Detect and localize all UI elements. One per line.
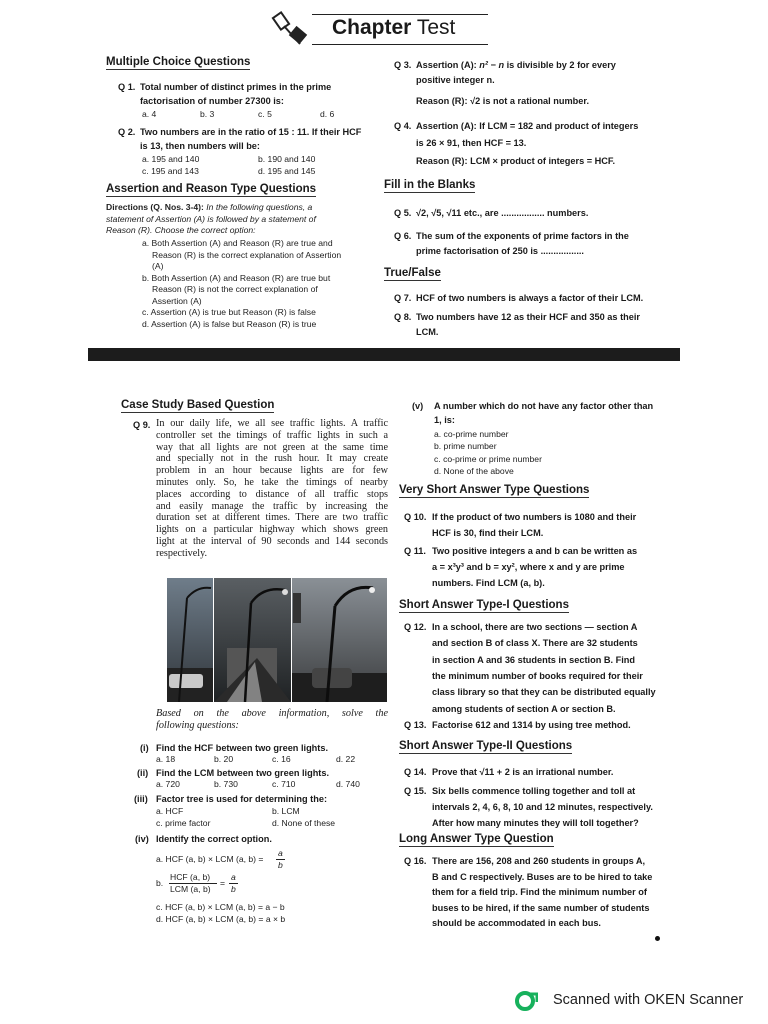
q16-line: There are 156, 208 and 260 students in groups A,	[432, 856, 646, 866]
q2-line2: is 13, then numbers will be:	[140, 141, 260, 151]
q3-line1	[416, 58, 656, 72]
case-iv-option-b-rden: b	[231, 884, 236, 894]
q2-option-c: c. 195 and 143	[142, 166, 199, 176]
q1-options	[142, 109, 382, 121]
question-5	[394, 206, 656, 220]
case-iii-option-a: a. HCF	[156, 806, 184, 816]
case-v-option-d: d. None of the above	[434, 466, 514, 477]
question-12	[404, 620, 668, 718]
short-answer-1-heading: Short Answer Type-I Questions	[399, 599, 569, 611]
case-i-number: (i)	[140, 743, 149, 753]
q5-number: Q 5.	[394, 208, 412, 218]
q3-assertion-rest: is divisible by 2 for every	[504, 60, 616, 70]
page-title-bold: Chapter	[332, 16, 412, 39]
case-instructions-line2: following questions:	[156, 720, 239, 731]
case-iii-option-b: b. LCM	[272, 806, 300, 816]
question-2	[118, 125, 378, 155]
mcq-heading: Multiple Choice Questions	[106, 56, 251, 68]
question-7	[394, 291, 656, 305]
q11-line1: Two positive integers a and b can be written as	[432, 546, 638, 556]
q2-option-b: b. 190 and 140	[258, 154, 316, 164]
case-question-i	[134, 741, 384, 755]
q12-line: In a school, there are two sections — section A	[432, 622, 638, 632]
traffic-lights-photo	[167, 578, 387, 702]
q12-line: class library so that they can be distributed equally	[432, 687, 656, 698]
assertion-reason-heading: Assertion and Reason Type Questions	[106, 183, 317, 195]
q6-line2: prime factorisation of 250 is .................	[416, 246, 584, 256]
case-ii-option-d: d. 740	[336, 779, 360, 789]
case-ii-option-a: a. 720	[156, 779, 180, 789]
scanner-watermark: Scanned with OKEN Scanner	[553, 992, 744, 1008]
q14-number: Q 14.	[404, 767, 427, 777]
case-iv-text: Identify the correct option.	[156, 834, 272, 844]
case-v-option-b: b. prime number	[434, 441, 497, 452]
case-v-line2: 1, is:	[434, 415, 455, 425]
case-iv-option-b-den: LCM (a, b)	[170, 884, 211, 894]
case-ii-option-c: c. 710	[272, 779, 296, 789]
true-false-heading: True/False	[384, 267, 441, 279]
q1-number: Q 1.	[118, 82, 136, 92]
q3-expression: n² − n	[479, 60, 505, 70]
question-10	[404, 510, 666, 540]
q16-number: Q 16.	[404, 856, 427, 866]
q15-line: Six bells commence tolling together and toll at	[432, 786, 636, 796]
short-answer-2-heading: Short Answer Type-II Questions	[399, 740, 573, 752]
case-iv-option-d: d. HCF (a, b) × LCM (a, b) = a × b	[156, 914, 286, 924]
question-14	[404, 765, 666, 779]
q12-line: among students of section A or section B.	[432, 703, 616, 714]
ar-option-c: c. Assertion (A) is true but Reason (R) is false	[142, 307, 316, 317]
question-16	[404, 854, 668, 934]
q10-line1: If the product of two numbers is 1080 and their	[432, 512, 637, 522]
ar-option-a-line2: Reason (R) is the correct explanation of Assertion	[152, 249, 342, 260]
ar-option-d: d. Assertion (A) is false but Reason (R) is true	[142, 318, 317, 329]
case-v-option-a: a. co-prime number	[434, 429, 509, 439]
ar-directions	[106, 202, 374, 237]
case-question-iii	[134, 792, 384, 806]
q8-number: Q 8.	[394, 312, 412, 322]
case-iii-text: Factor tree is used for determining the:	[156, 794, 328, 804]
q15-number: Q 15.	[404, 786, 427, 796]
case-i-option-d: d. 22	[336, 754, 356, 764]
q1-option-c: c. 5	[258, 109, 272, 119]
case-iv-option-b-rnum: a	[231, 872, 236, 882]
q12-line: the minimum number of books required for their	[432, 670, 643, 681]
page-divider	[88, 348, 680, 361]
question-3	[394, 58, 656, 106]
q12-line: and section B of class X. There are 32 students	[432, 638, 638, 649]
q15-line: intervals 2, 4, 6, 8, 10 and 12 minutes, respectively.	[432, 802, 653, 812]
case-iv-option-b-label: b.	[156, 878, 164, 888]
chapter-icon	[270, 10, 310, 50]
case-passage-line: lights on a particular highway which shows green	[156, 524, 388, 536]
case-iv-number: (iv)	[135, 834, 149, 844]
q16-line: should be accommodated in each bus.	[432, 918, 601, 928]
oken-logo-icon	[514, 990, 538, 1012]
ar-options	[142, 238, 380, 330]
case-passage-line: controller set the timings of traffic lights in such a	[156, 429, 388, 441]
q11-number: Q 11.	[404, 546, 426, 556]
ar-directions-text1: In the following questions, a	[203, 202, 313, 212]
q4-line3: Reason (R): LCM × product of integers = HCF.	[416, 156, 616, 166]
case-iv-option-a-num: a	[278, 848, 283, 858]
case-i-text: Find the HCF between two green lights.	[156, 743, 329, 753]
question-1	[118, 80, 378, 110]
case-question-ii	[134, 766, 384, 780]
very-short-answer-heading: Very Short Answer Type Questions	[399, 484, 590, 496]
case-question-v	[412, 399, 668, 429]
q7-number: Q 7.	[394, 293, 412, 303]
case-passage-line: problem in an hour because lights are for few	[156, 465, 388, 477]
case-passage-line: minutes only. So, he take the timings of nearby	[156, 476, 388, 488]
case-passage-line: light at the interval of 90 seconds and 144 seconds	[156, 535, 388, 547]
q3-number: Q 3.	[394, 60, 412, 70]
q4-number: Q 4.	[394, 121, 412, 131]
question-9-number: Q 9.	[133, 420, 151, 430]
case-passage-line: duration set at different times. There are two traffic	[156, 512, 388, 524]
case-ii-options	[156, 779, 386, 791]
case-iii-options-row1	[156, 806, 386, 818]
case-passage-line: way that all lights are not green at the same time	[156, 441, 388, 453]
case-iii-number: (iii)	[134, 794, 148, 804]
case-i-option-c: c. 16	[272, 754, 291, 764]
long-answer-heading: Long Answer Type Question	[399, 833, 554, 845]
q2-line1: Two numbers are in the ratio of 15 : 11. If their HCF	[140, 127, 362, 137]
case-ii-option-b: b. 730	[214, 779, 238, 789]
q16-line: B and C respectively. Buses are to be hired to take	[432, 871, 653, 882]
page-title	[332, 16, 455, 40]
q5-text: √2, √5, √11 etc., are ................. numbers.	[416, 208, 589, 218]
case-i-options	[156, 754, 386, 766]
q4-line1: Assertion (A): If LCM = 182 and product of integers	[416, 121, 639, 131]
q2-number: Q 2.	[118, 127, 136, 137]
case-iv-option-b	[156, 872, 386, 896]
ar-directions-line1	[106, 202, 374, 214]
ar-option-b-line1: b. Both Assertion (A) and Reason (R) are true but	[142, 272, 331, 283]
q6-line1: The sum of the exponents of prime factors in the	[416, 231, 629, 241]
q13-number: Q 13.	[404, 720, 427, 730]
q10-line2: HCF is 30, find their LCM.	[432, 528, 544, 538]
case-iv-option-b-equals: =	[220, 878, 226, 888]
case-passage-line: In our daily life, we all see traffic lights. A traffic	[156, 418, 388, 429]
header-rule-top	[312, 14, 488, 15]
ar-directions-line2: statement of Assertion (A) is followed by a statement of	[106, 213, 316, 224]
question-11	[404, 544, 666, 592]
case-study-passage	[156, 418, 388, 560]
ar-option-a-line3: (A)	[152, 261, 164, 271]
case-iii-option-c: c. prime factor	[156, 818, 211, 828]
q2-options-row1	[142, 154, 382, 166]
case-question-iv	[134, 832, 384, 846]
case-iv-option-b-num: HCF (a, b)	[170, 872, 211, 882]
header-rule-bottom	[312, 44, 488, 45]
q16-line: them for a field trip. Find the minimum number of	[432, 887, 647, 897]
q12-number: Q 12.	[404, 622, 427, 632]
case-v-option-c: c. co-prime or prime number	[434, 453, 542, 464]
q6-number: Q 6.	[394, 231, 412, 241]
question-6	[394, 229, 656, 259]
case-iii-options-row2	[156, 818, 386, 830]
q4-line2: is 26 × 91, then HCF = 13.	[416, 138, 527, 148]
case-iii-option-d: d. None of these	[272, 818, 336, 828]
q1-option-b: b. 3	[200, 109, 215, 119]
q1-line2: factorisation of number 27300 is:	[140, 96, 284, 106]
fill-blanks-heading: Fill in the Blanks	[384, 179, 476, 191]
case-passage-line: and easily manage the traffic by increasing the	[156, 500, 388, 512]
case-iv-option-a-den: b	[278, 860, 283, 870]
case-v-options	[434, 428, 664, 478]
case-v-number: (v)	[412, 401, 424, 411]
case-passage-line: and specially not in the rush hour. It may create	[156, 453, 388, 465]
end-dot	[655, 936, 660, 941]
case-passage-line: respectively.	[156, 547, 208, 559]
q8-line2: LCM.	[416, 327, 439, 337]
case-ii-text: Find the LCM between two green lights.	[156, 768, 330, 778]
ar-option-b-line3: Assertion (A)	[152, 295, 202, 306]
q16-line: buses to be hired, if the same number of students	[432, 902, 650, 913]
q11-line3: numbers. Find LCM (a, b).	[432, 578, 545, 588]
q3-line3: Reason (R): √2 is not a rational number.	[416, 96, 589, 106]
q8-line1: Two numbers have 12 as their HCF and 350 as their	[416, 312, 640, 322]
question-15	[404, 784, 668, 832]
ar-directions-label: Directions (Q. Nos. 3-4):	[106, 202, 204, 212]
q3-line2: positive integer n.	[416, 75, 495, 85]
case-study-heading: Case Study Based Question	[121, 399, 275, 411]
q15-line: After how many minutes they will toll together?	[432, 818, 639, 828]
case-iv-option-c: c. HCF (a, b) × LCM (a, b) = a − b	[156, 902, 285, 912]
q1-line1: Total number of distinct primes in the prime	[140, 82, 332, 92]
q2-option-a: a. 195 and 140	[142, 154, 200, 164]
case-passage-line: places according to distance of all traffic stops	[156, 488, 388, 500]
case-instructions-line1: Based on the above information, solve the	[156, 708, 388, 719]
case-iv-option-a-text: a. HCF (a, b) × LCM (a, b) =	[156, 854, 264, 864]
q11-line2: a = x³y³ and b = xy², where x and y are prime	[432, 562, 625, 572]
q3-assertion-label: Assertion (A):	[416, 60, 480, 70]
question-4	[394, 119, 656, 169]
q13-text: Factorise 612 and 1314 by using tree method.	[432, 720, 631, 730]
ar-option-a-line1: a. Both Assertion (A) and Reason (R) are true and	[142, 238, 333, 248]
q2-options-row2	[142, 166, 382, 178]
ar-directions-line3: Reason (R). Choose the correct option:	[106, 225, 256, 235]
case-i-option-a: a. 18	[156, 754, 176, 764]
case-iv-option-a	[156, 848, 386, 872]
case-i-option-b: b. 20	[214, 754, 234, 764]
q1-option-d: d. 6	[320, 109, 335, 119]
q2-option-d: d. 195 and 145	[258, 166, 316, 176]
case-ii-number: (ii)	[137, 768, 149, 778]
ar-option-b-line2: Reason (R) is not the correct explanation of	[152, 284, 318, 294]
question-13	[404, 718, 666, 732]
q12-line: in section A and 36 students in section B. Find	[432, 654, 635, 665]
q7-text: HCF of two numbers is always a factor of their LCM.	[416, 293, 644, 303]
case-v-line1: A number which do not have any factor other than	[434, 401, 654, 411]
q1-option-a: a. 4	[142, 109, 157, 119]
q10-number: Q 10.	[404, 512, 427, 522]
question-8	[394, 310, 656, 340]
q14-text: Prove that √11 + 2 is an irrational number.	[432, 767, 614, 777]
case-instructions	[156, 708, 388, 732]
page-title-rest: Test	[411, 16, 456, 39]
